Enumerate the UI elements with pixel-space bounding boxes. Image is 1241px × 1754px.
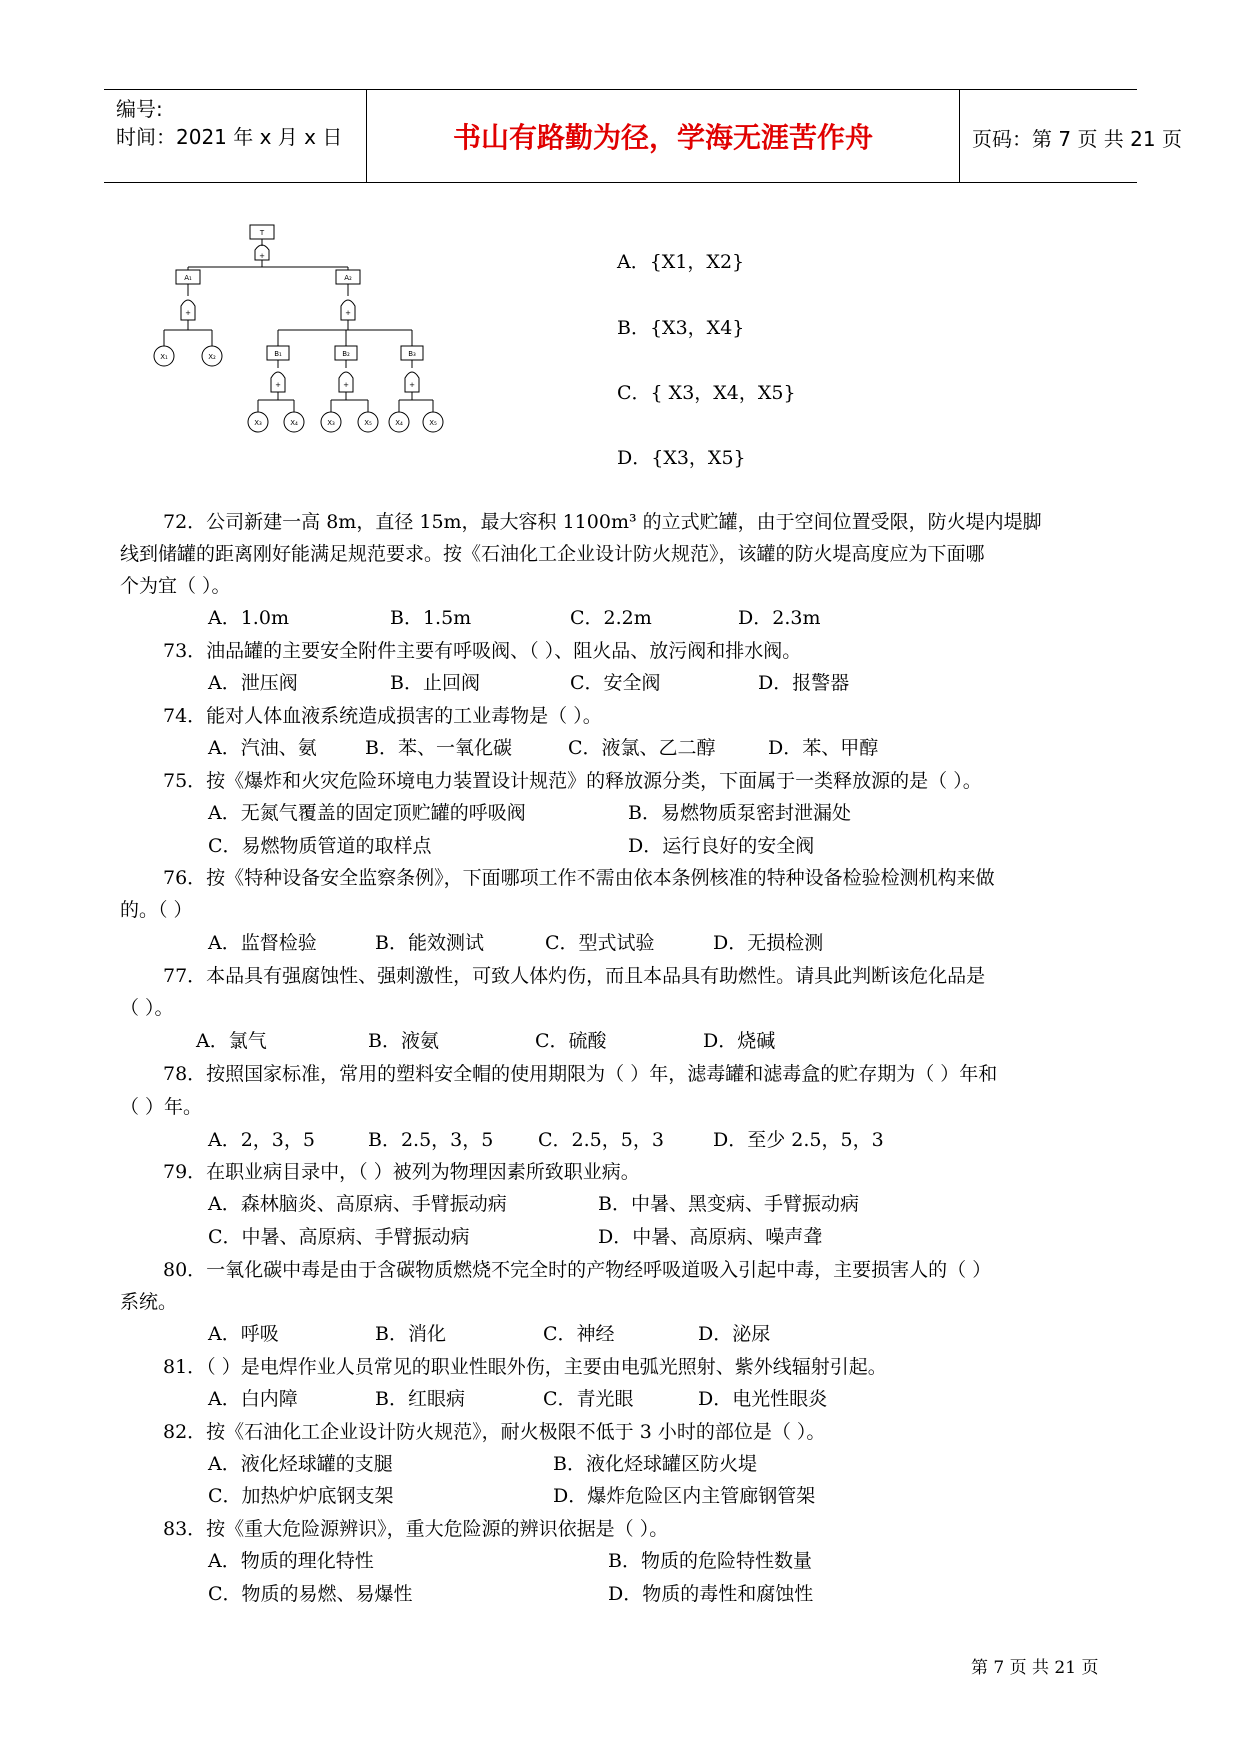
q72-text: 72．公司新建一高 8m，直径 15m，最大容积 1100m³ 的立式贮罐，由于空间位置受限，防火堤内堤脚 <box>163 511 1042 533</box>
q74-text: 74．能对人体血液系统造成损害的工业毒物是（ ）。 <box>163 705 602 727</box>
q79-option: A．森林脑炎、高原病、手臂振动病 <box>208 1193 507 1215</box>
gate-label: + <box>275 381 281 389</box>
q77-option: A．氯气 <box>196 1030 267 1052</box>
time-label: 时间：2021 年 x 月 x 日 <box>116 125 343 149</box>
q72-option: A．1.0m <box>208 607 289 629</box>
q80-text: 80．一氧化碳中毒是由于含碳物质燃烧不完全时的产物经呼吸道吸入引起中毒，主要损害人的（ ） <box>163 1259 992 1281</box>
q78-option: B．2.5，3，5 <box>368 1129 494 1151</box>
q81-option: D．电光性眼炎 <box>698 1388 828 1410</box>
q83-text: 83．按《重大危险源辨识》，重大危险源的辨识依据是（ ）。 <box>163 1518 669 1540</box>
q72-option: D．2.3m <box>738 607 821 629</box>
q77-option: B．液氨 <box>368 1030 439 1052</box>
q78-option: A．2，3，5 <box>208 1129 315 1151</box>
q71-option-c: C．{ X3，X4，X5} <box>617 382 796 404</box>
q76-option: A．监督检验 <box>208 932 317 954</box>
q74-option: D．苯、甲醇 <box>768 737 879 759</box>
q73-option: D．报警器 <box>758 672 850 694</box>
q79-text: 79．在职业病目录中，（ ）被列为物理因素所致职业病。 <box>163 1161 640 1183</box>
label-b1: B₁ <box>274 350 282 358</box>
label-b2: B₂ <box>342 350 350 358</box>
q80-text: 系统。 <box>120 1291 178 1313</box>
q82-option: A．液化烃球罐的支腿 <box>208 1453 393 1475</box>
q72-text: 线到储罐的距离刚好能满足规范要求。按《石油化工企业设计防火规范》，该罐的防火堤高度应为下面哪 <box>120 543 985 565</box>
header-motto-cell <box>366 90 960 182</box>
q71-option-a: A．{X1，X2} <box>617 251 745 273</box>
q75-option: A．无氮气覆盖的固定顶贮罐的呼吸阀 <box>208 802 526 824</box>
label-t: T <box>259 229 265 237</box>
gate-label: + <box>343 381 349 389</box>
q73-option: B．止回阀 <box>390 672 480 694</box>
q83-option: C．物质的易燃、易爆性 <box>208 1583 413 1605</box>
fault-tree-svg <box>160 222 510 492</box>
q82-option: B．液化烃球罐区防火堤 <box>553 1453 757 1475</box>
label-x3b: X₃ <box>327 419 335 427</box>
q78-text: 78．按照国家标准，常用的塑料安全帽的使用期限为（ ）年，滤毒罐和滤毒盒的贮存期为（ ）年和 <box>163 1063 998 1085</box>
q76-text: 76．按《特种设备安全监察条例》，下面哪项工作不需由依本条例核准的特种设备检验检测机构来做 <box>163 867 995 889</box>
q80-option: D．泌尿 <box>698 1323 771 1345</box>
q76-text: 的。（ ） <box>120 899 193 921</box>
q82-option: C．加热炉炉底钢支架 <box>208 1485 394 1507</box>
q72-option: C．2.2m <box>570 607 652 629</box>
gate-label: + <box>185 309 191 317</box>
q77-option: D．烧碱 <box>703 1030 776 1052</box>
header-info-cell <box>104 90 366 182</box>
q75-option: D．运行良好的安全阀 <box>628 835 815 857</box>
label-x4a: X₄ <box>290 419 298 427</box>
label-b3: B₃ <box>408 350 416 358</box>
q75-option: B．易燃物质泵密封泄漏处 <box>628 802 851 824</box>
q75-option: C．易燃物质管道的取样点 <box>208 835 432 857</box>
page-header <box>104 89 1182 183</box>
q76-option: C．型式试验 <box>545 932 655 954</box>
gate-label: + <box>409 381 415 389</box>
q78-option: D．至少 2.5，5，3 <box>713 1129 884 1151</box>
q76-option: B．能效测试 <box>375 932 484 954</box>
q79-option: C．中暑、高原病、手臂振动病 <box>208 1226 470 1248</box>
q81-text: 81．（ ）是电焊作业人员常见的职业性眼外伤，主要由电弧光照射、紫外线辐射引起。 <box>163 1356 887 1378</box>
q77-text: 77．本品具有强腐蚀性、强刺激性，可致人体灼伤，而且本品具有助燃性。请具此判断该危化品是 <box>163 965 986 987</box>
label-x5b: X₅ <box>429 419 437 427</box>
label-x3a: X₃ <box>254 419 262 427</box>
q82-text: 82．按《石油化工企业设计防火规范》，耐火极限不低于 3 小时的部位是（ ）。 <box>163 1421 826 1443</box>
q71-option-d: D．{X3，X5} <box>617 447 746 469</box>
q78-text: （ ）年。 <box>120 1096 203 1118</box>
q74-option: C．液氯、乙二醇 <box>568 737 716 759</box>
q80-option: A．呼吸 <box>208 1323 279 1345</box>
label-x2: X₂ <box>208 353 216 361</box>
label-x5a: X₅ <box>364 419 372 427</box>
q77-text: （ ）。 <box>120 997 174 1019</box>
q73-option: A．泄压阀 <box>208 672 298 694</box>
q76-option: D．无损检测 <box>713 932 824 954</box>
gate-label: + <box>345 309 351 317</box>
q82-option: D．爆炸危险区内主管廊钢管架 <box>553 1485 816 1507</box>
q80-option: C．神经 <box>543 1323 615 1345</box>
q81-option: B．红眼病 <box>375 1388 465 1410</box>
motto: 书山有路勤为径，学海无涯苦作舟 <box>452 121 873 154</box>
gate-label: + <box>259 252 265 260</box>
q75-text: 75．按《爆炸和火灾危险环境电力装置设计规范》的释放源分类，下面属于一类释放源的是（ ）。 <box>163 770 982 792</box>
label-a2: A₂ <box>344 274 352 282</box>
q73-option: C．安全阀 <box>570 672 661 694</box>
q80-option: B．消化 <box>375 1323 446 1345</box>
q83-option: A．物质的理化特性 <box>208 1550 374 1572</box>
q77-option: C．硫酸 <box>535 1030 607 1052</box>
q81-option: C．青光眼 <box>543 1388 634 1410</box>
fault-tree-diagram <box>160 222 510 492</box>
q74-option: B．苯、一氧化碳 <box>365 737 512 759</box>
q72-text: 个为宜（ ）。 <box>120 575 231 597</box>
serial-label: 编号: <box>116 97 163 121</box>
q79-option: D．中暑、高原病、噪声聋 <box>598 1226 823 1248</box>
page-footer: 第 7 页 共 21 页 <box>971 1658 1099 1678</box>
label-a1: A₁ <box>184 274 192 282</box>
q72-option: B．1.5m <box>390 607 472 629</box>
page-label: 页码：第 7 页 共 21 页 <box>972 127 1182 151</box>
label-x1: X₁ <box>160 353 168 361</box>
q73-text: 73．油品罐的主要安全附件主要有呼吸阀、（ ）、阻火品、放污阀和排水阀。 <box>163 640 802 662</box>
header-page-cell <box>960 90 1182 182</box>
q78-option: C．2.5，5，3 <box>538 1129 664 1151</box>
q81-option: A．白内障 <box>208 1388 298 1410</box>
q71-option-b: B．{X3，X4} <box>617 317 745 339</box>
q83-option: D．物质的毒性和腐蚀性 <box>608 1583 814 1605</box>
q83-option: B．物质的危险特性数量 <box>608 1550 812 1572</box>
label-x4b: X₄ <box>395 419 403 427</box>
q74-option: A．汽油、氨 <box>208 737 317 759</box>
q79-option: B．中暑、黑变病、手臂振动病 <box>598 1193 859 1215</box>
